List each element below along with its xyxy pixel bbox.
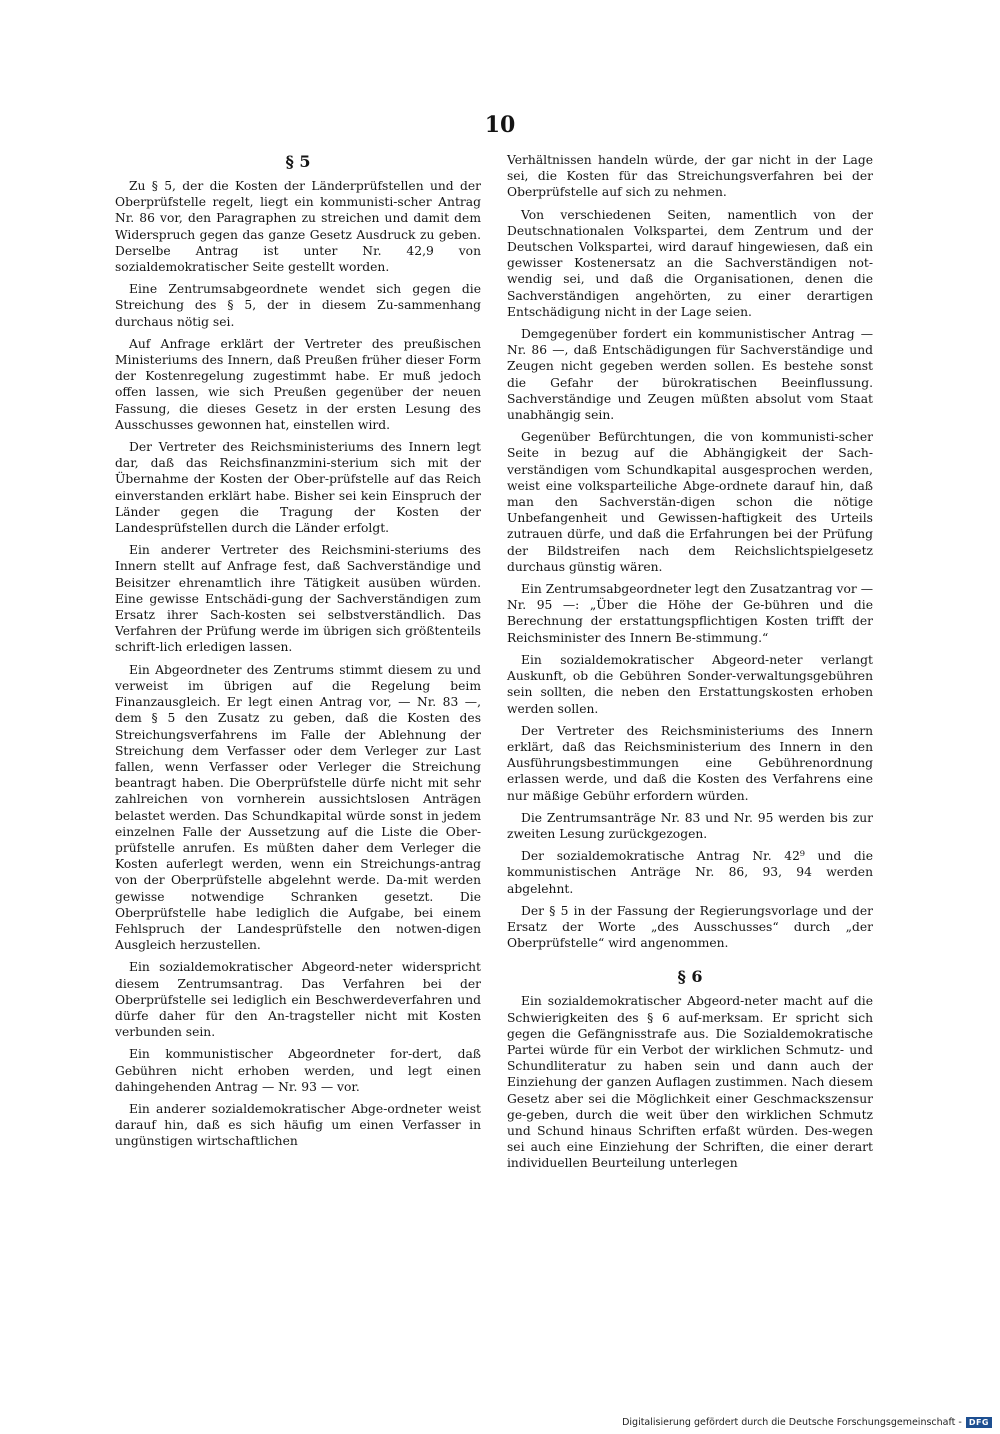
paragraph: Die Zentrumsanträge Nr. 83 und Nr. 95 werden bis zur zweiten Lesung zurückgezogen. bbox=[507, 810, 873, 841]
paragraph: Zu § 5, der die Kosten der Länderprüfstellen und der Oberprüfstelle regelt, liegt ein kommunisti-scher Antrag Nr. 86 vor, den Paragraphen zu streichen und damit dem Widerspruch gegen das ganze Gesetz Ausdruck zu geben. Derselbe Antrag ist unter Nr. 42,9 von sozialdemokratischer Seite gestellt worden. bbox=[115, 179, 481, 275]
paragraph: Ein Abgeordneter des Zentrums stimmt diesem zu und verweist im übrigen auf die Regelung beim Finanzausgleich. Er legt einen Antrag vor, — Nr. 83 —, dem § 5 den Zusatz zu geben, daß die Kosten des Streichungsverfahrens im Falle der Ablehnung der Streichung dem Verfasser oder dem Verleger zur Last fallen, wenn Verfasser oder Verleger die Streichung beantragt haben. Die Oberprüfstelle dürfe nicht mit sehr zahlreichen von vornherein aussichtslosen Anträgen belastet werden. Das Schundkapital würde sonst in jedem einzelnen Falle der Aussetzung auf die Liste die Ober-prüfstelle anrufen. Es müßten daher dem Verleger die Kosten auferlegt werden, wenn ein Streichungs-antrag von der Oberprüfstelle abgelehnt werde. Da-mit werden gewisse notwendige Schranken gesetzt. Die Oberprüfstelle habe lediglich die Aufgabe, bei einem Fehlspruch der Landesprüfstelle den notwen-digen Ausgleich herzustellen. bbox=[115, 662, 481, 953]
paragraph: Der Vertreter des Reichsministeriums des Innern erklärt, daß das Reichsministerium des Innern in den Ausführungsbestimmungen eine Gebührenordnung erlassen werde, und daß die Kosten des Verfahrens eine nur mäßige Gebühr erfordern würden. bbox=[507, 723, 873, 803]
page-number: 10 bbox=[484, 112, 516, 138]
paragraph: Ein anderer Vertreter des Reichsmini-steriums des Innern stellt auf Anfrage fest, daß Sachverständige und Beisitzer ehrenamtlich ihre Tätigkeit ausüben würden. Eine gewisse Entschädi-gung der Sachverständigen zum Ersatz ihrer Sach-kosten sei selbstverständlich. Das Verfahren der Prüfung werde im übrigen sich größtenteils schrift-lich erledigen lassen. bbox=[115, 543, 481, 655]
footer-credit bbox=[622, 1417, 992, 1428]
paragraph: Der § 5 in der Fassung der Regierungsvorlage und der Ersatz der Worte „des Ausschusses“ durch „der Oberprüfstelle“ wird angenommen. bbox=[507, 903, 873, 951]
paragraph: Der Vertreter des Reichsministeriums des Innern legt dar, daß das Reichsfinanzmini-sterium sich mit der Übernahme der Kosten der Ober-prüfstelle auf das Reich einverstanden erklärt habe. Bisher sei kein Einspruch der Länder gegen die Tragung der Kosten der Landesprüfstellen durch die Länder erfolgt. bbox=[115, 440, 481, 536]
paragraph: Der sozialdemokratische Antrag Nr. 42⁹ und die kommunistischen Anträge Nr. 86, 93, 94 werden abgelehnt. bbox=[507, 849, 873, 896]
paragraph: Verhältnissen handeln würde, der gar nicht in der Lage sei, die Kosten für das Streichungsverfahren bei der Oberprüfstelle auf sich zu nehmen. bbox=[507, 153, 873, 200]
paragraph: Ein sozialdemokratischer Abgeord-neter widerspricht diesem Zentrumsantrag. Das Verfahren bei der Oberprüfstelle sei lediglich ein Beschwerdeverfahren und dürfe daher für den An-tragsteller nicht mit Kosten verbunden sein. bbox=[115, 960, 481, 1040]
dfg-logo-icon: DFG bbox=[966, 1417, 992, 1428]
paragraph: Ein sozialdemokratischer Abgeord-neter verlangt Auskunft, ob die Gebühren Sonder-verwaltungsgebühren sein sollten, die neben den Erstattungskosten erhoben werden sollen. bbox=[507, 652, 873, 716]
paragraph: Ein kommunistischer Abgeordneter for-dert, daß Gebühren nicht erhoben werden, und legt einen dahingehenden Antrag — Nr. 93 — vor. bbox=[115, 1047, 481, 1094]
paragraph: Von verschiedenen Seiten, namentlich von der Deutschnationalen Volkspartei, dem Zentrum und der Deutschen Volkspartei, wird darauf hingewiesen, daß ein gewisser Kostenersatz an die Sachverständigen not-wendig sei, und daß die Organisationen, denen die Sachverständigen angehörten, zu einer derartigen Entschädigung nicht in der Lage seien. bbox=[507, 207, 873, 319]
paragraph: Demgegenüber fordert ein kommunistischer Antrag — Nr. 86 —, daß Entschädigungen für Sachverständige und Zeugen nicht gegeben werden sollen. Es bestehe sonst die Gefahr der bürokratischen Beeinflussung. Sachverständige und Zeugen müßten absolut vom Staat unabhängig sein. bbox=[507, 327, 873, 423]
paragraph: Ein sozialdemokratischer Abgeord-neter macht auf die Schwierigkeiten des § 6 auf-merksam. Er spricht sich gegen die Gefängnisstrafe aus. Die Sozialdemokratische Partei würde für ein Verbot der wirklichen Schmutz- und Schundliteratur zu haben sein und dann auch der Einziehung der ganzen Auflagen zustimmen. Nach diesem Gesetz aber sei die Möglichkeit einer Geschmackszensur ge-geben, durch die weit über den wirklichen Schmutz und Schund hinaus Schriften erfaßt würden. Des-wegen sei auch eine Einziehung der Schriften, die einer derart individuellen Beurteilung unterlegen bbox=[507, 994, 873, 1171]
left-column bbox=[115, 152, 481, 1156]
paragraph: Gegenüber Befürchtungen, die von kommunisti-scher Seite in bezug auf die Abhängigkeit der Sach-verständigen vom Schundkapital ausgesprochen werden, weist eine volksparteiliche Abge-ordnete darauf hin, daß man den Sachverstän-digen schon die nötige Unbefangenheit und Gewissen-haftigkeit des Urteils zutrauen dürfe, und daß die Erfahrungen bei der Prüfung der Bildstreifen nach dem Reichslichtspielgesetz durchaus günstig wären. bbox=[507, 430, 873, 574]
paragraph: Ein anderer sozialdemokratischer Abge-ordneter weist darauf hin, daß es sich häufig um einen Verfasser in ungünstigen wirtschaftlichen bbox=[115, 1101, 481, 1149]
right-column bbox=[507, 152, 873, 1178]
paragraph: Auf Anfrage erklärt der Vertreter des preußischen Ministeriums des Innern, daß Preußen früher dieser Form der Kostenregelung zugestimmt habe. Er muß jedoch offen lassen, wie sich Preußen gegenüber der neuen Fassung, die dieses Gesetz in der ersten Lesung des Ausschusses gewonnen hat, einstellen wird. bbox=[115, 336, 481, 432]
section-heading-5: § 5 bbox=[285, 152, 311, 171]
paragraph: Eine Zentrumsabgeordnete wendet sich gegen die Streichung des § 5, der in diesem Zu-sammenhang durchaus nötig sei. bbox=[115, 282, 481, 329]
paragraph: Ein Zentrumsabgeordneter legt den Zusatzantrag vor — Nr. 95 —: „Über die Höhe der Ge-bühren und die Berechnung der erstattungspflichtigen Kosten trifft der Reichsminister des Innern Be-stimmung.“ bbox=[507, 582, 873, 645]
section-heading-6: § 6 bbox=[677, 967, 703, 987]
footer-text: Digitalisierung gefördert durch die Deutsche Forschungsgemeinschaft - bbox=[622, 1417, 962, 1428]
